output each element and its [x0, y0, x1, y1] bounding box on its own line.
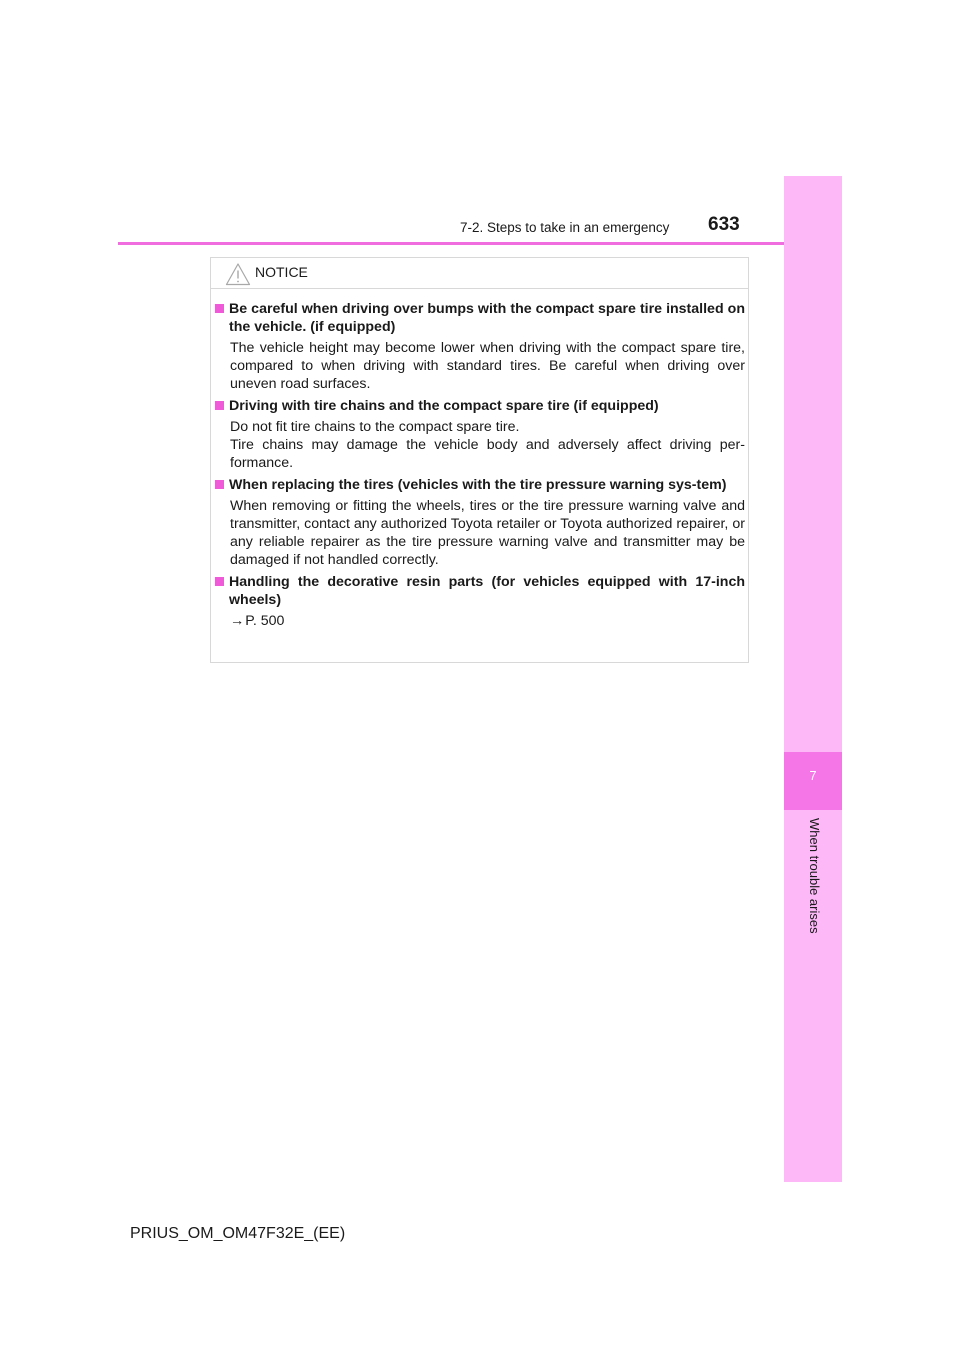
notice-box — [210, 257, 749, 663]
bullet-square-icon — [215, 577, 224, 586]
notice-item-title: Driving with tire chains and the compact spare tire (if equipped) — [229, 398, 659, 414]
arrow-right-icon: → — [230, 613, 245, 629]
notice-header — [211, 258, 748, 289]
notice-item-head — [215, 300, 745, 336]
page-reference-number: P. 500 — [245, 613, 285, 629]
notice-item-head — [215, 573, 745, 609]
page-number: 633 — [708, 214, 740, 235]
chapter-side-tab — [784, 176, 842, 1182]
notice-item-head — [215, 476, 745, 494]
notice-item — [215, 397, 745, 472]
notice-item — [215, 476, 745, 569]
notice-paragraph: The vehicle height may become lower when driving with the compact spare tire, compared to when driving with standard tires. Be careful when driving over uneven road surfaces. — [230, 340, 745, 392]
notice-item-title: Handling the decorative resin parts (for vehicles equipped with 17-inch wheels) — [229, 574, 745, 608]
footer-document-code: PRIUS_OM_OM47F32E_(EE) — [130, 1225, 346, 1242]
bullet-square-icon — [215, 480, 224, 489]
notice-paragraph: Do not fit tire chains to the compact spare tire. — [230, 419, 520, 435]
notice-item-title: Be careful when driving over bumps with the compact spare tire installed on the vehicle. (if equipped) — [229, 301, 745, 335]
notice-label: NOTICE — [255, 264, 308, 280]
header-section-title: 7-2. Steps to take in an emergency — [460, 220, 670, 235]
header-rule — [118, 242, 840, 245]
notice-item-text — [230, 612, 745, 630]
notice-item — [215, 300, 745, 393]
notice-paragraph: When removing or fitting the wheels, tires or the tire pressure warning valve and transmitter, contact any authorized Toyota retailer or Toyota authorized repairer, or any reliable repairer as the tire pressure warning valve and transmitter may be damaged if not handled correctly. — [230, 498, 745, 568]
notice-item-title: When replacing the tires (vehicles with the tire pressure warning sys-tem) — [229, 477, 727, 493]
chapter-title: When trouble arises — [807, 818, 822, 934]
chapter-number: 7 — [809, 768, 817, 783]
notice-paragraph: Tire chains may damage the vehicle body and adversely affect driving per-formance. — [230, 437, 745, 471]
notice-item-head — [215, 397, 745, 415]
page-reference[interactable] — [230, 612, 745, 630]
notice-item — [215, 573, 745, 630]
warning-icon — [225, 262, 251, 286]
notice-item-text — [230, 418, 745, 472]
notice-body — [215, 300, 745, 634]
bullet-square-icon — [215, 401, 224, 410]
bullet-square-icon — [215, 304, 224, 313]
notice-item-text — [230, 339, 745, 393]
notice-item-text — [230, 497, 745, 569]
